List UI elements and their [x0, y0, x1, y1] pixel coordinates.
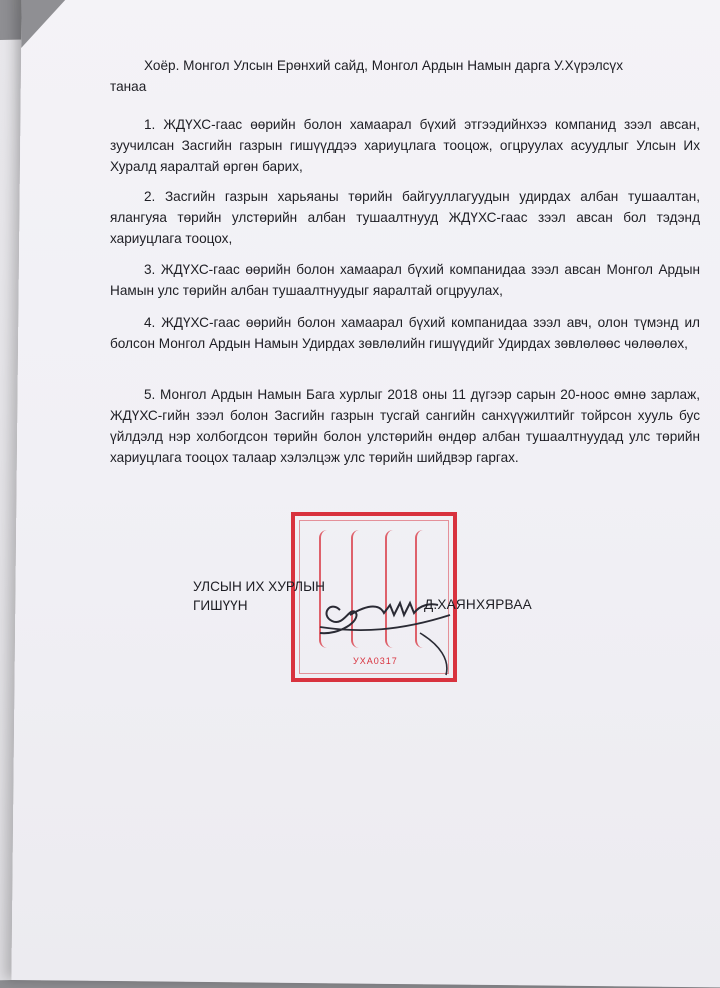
item-2-text: ялангуяа төрийн улстөрийн албан тушаалтнууд ЖДҮХС-гаас зээл авсан бол тэдэнд хариуцлага тооцох,	[110, 210, 700, 246]
signatory-title-line-1: УЛСЫН ИХ ХУРЛЫН	[193, 579, 325, 594]
item-4-text: ил болсон Монгол Ардын Намын Удирдах зөвлөлийн гишүүдийг Удирдах зөвлөлөөс чөлөөлөх,	[110, 315, 700, 351]
intro-line-1: Хоёр. Монгол Улсын Ерөнхий сайд, Монгол Ардын Намын дарга У.Хүрэлсүх	[144, 58, 624, 73]
handwritten-signature	[300, 575, 490, 685]
signatory-title-line-2: ГИШҮҮН	[193, 598, 248, 613]
item-3-text: Ардын Намын улс төрийн албан тушаалтнуудыг яаралтай огцруулах,	[110, 262, 700, 298]
item-2	[110, 186, 700, 249]
intro-line-2: танаа	[110, 79, 147, 94]
item-3-first-line: 3. ЖДҮХС-гаас өөрийн болон хамаарал бүхий компанидаа зээл авсан Монгол	[144, 262, 653, 277]
item-4-first-line: 4. ЖДҮХС-гаас өөрийн болон хамаарал бүхий компанидаа зээл авч, олон түмэнд	[144, 315, 679, 330]
item-1	[110, 114, 700, 177]
item-5-text: зарлаж, ЖДҮХС-гийн зээл болон Засгийн газрын тусгай сангийн санхүүжилтийг тойрсон хууль бус үйлдэлд нэр холбогдсон төрийн болон улстөрийн өндөр албан тушаалтнуудад улс төрийн хариуцлага тооцох талаар хэлэлцэж улс төрийн шийдвэр гаргах.	[110, 387, 700, 465]
item-4	[110, 312, 700, 354]
item-5-first-line: 5. Монгол Ардын Намын Бага хурлыг 2018 оны 11 дүгээр сарын 20-ноос өмнө	[144, 387, 647, 402]
stamp-code: УХА0317	[353, 656, 398, 666]
item-1-first-line: 1. ЖДҮХС-гаас өөрийн болон хамаарал бүхий этгээдийнхээ компанид зээл авсан,	[144, 117, 700, 132]
item-2-first-line: 2. Засгийн газрын харьяаны төрийн байгууллагуудын удирдах албан тушаалтан,	[144, 189, 700, 204]
item-3	[110, 259, 700, 301]
folded-corner	[21, 0, 92, 49]
item-5	[110, 384, 700, 468]
signatory-name: Д.ХАЯНХЯРВАА	[424, 597, 532, 612]
item-1-text: зуучилсан Засгийн газрын гишүүддээ хариуцлага тооцож, огцруулах асуудлыг Улсын Их Хуралд яаралтай өргөн барих,	[110, 138, 700, 174]
intro-paragraph	[110, 55, 700, 97]
